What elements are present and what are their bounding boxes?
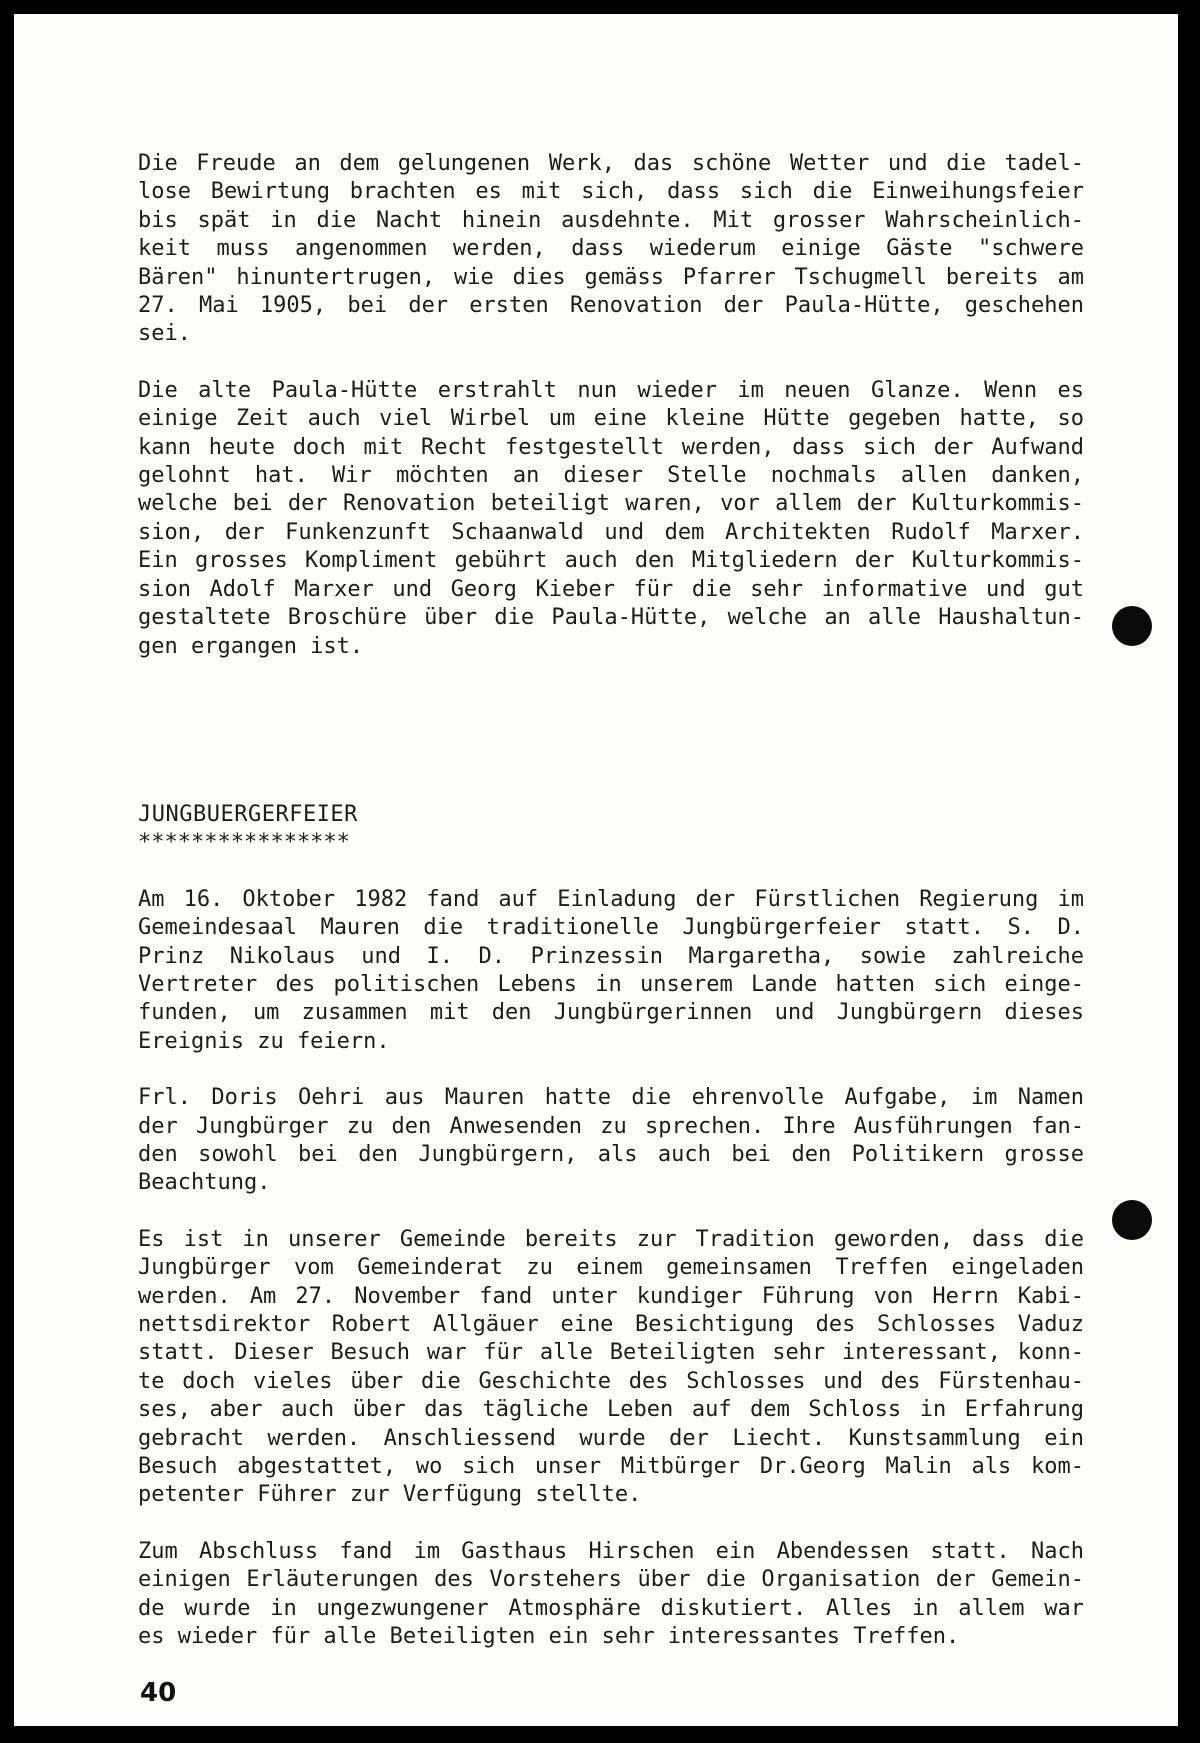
document-page xyxy=(14,14,1178,1726)
paragraph-jungbuerger-speech xyxy=(138,1084,1084,1198)
text-line: de wurde in ungezwungener Atmosphäre diskutiert. Alles in allem war xyxy=(138,1595,1084,1621)
text-line: Vertreter des politischen Lebens in unserem Lande hatten sich einge- xyxy=(138,971,1084,997)
paragraph-jungbuerger-visit xyxy=(138,1226,1084,1510)
text-line: Gemeindesaal Mauren die traditionelle Jungbürgerfeier statt. S. D. xyxy=(138,915,1084,941)
text-line: werden. Am 27. November fand unter kundiger Führung von Herrn Kabi- xyxy=(138,1283,1084,1309)
text-line: lose Bewirtung brachten es mit sich, dass sich die Einweihungsfeier xyxy=(138,179,1084,205)
paragraph-jungbuerger-dinner xyxy=(138,1538,1084,1652)
text-line: sei. xyxy=(138,321,191,347)
page-content xyxy=(138,150,1084,1651)
text-line: statt. Dieser Besuch war für alle Beteiligten sehr interessant, konn- xyxy=(138,1340,1084,1366)
text-line: Die alte Paula-Hütte erstrahlt nun wieder im neuen Glanze. Wenn es xyxy=(138,377,1084,403)
text-line: Es ist in unserer Gemeinde bereits zur Tradition geworden, dass die xyxy=(138,1226,1084,1252)
text-line: den sowohl bei den Jungbürgern, als auch bei den Politikern grosse xyxy=(138,1141,1084,1167)
text-line: Jungbürger vom Gemeinderat zu einem gemeinsamen Treffen eingeladen xyxy=(138,1255,1084,1281)
text-line: gebracht werden. Anschliessend wurde der Liecht. Kunstsammlung ein xyxy=(138,1425,1084,1451)
text-line: Beachtung. xyxy=(138,1170,271,1196)
text-line: es wieder für alle Beteiligten ein sehr interessantes Treffen. xyxy=(138,1624,960,1650)
text-line: Die Freude an dem gelungenen Werk, das schöne Wetter und die tadel- xyxy=(138,151,1084,176)
text-line: ses, aber auch über das tägliche Leben auf dem Schloss in Erfahrung xyxy=(138,1397,1084,1423)
text-line: Zum Abschluss fand im Gasthaus Hirschen ein Abendessen statt. Nach xyxy=(138,1538,1084,1564)
text-line: Bären" hinuntertrugen, wie dies gemäss Pfarrer Tschugmell bereits am xyxy=(138,264,1084,290)
text-line: Ereignis zu feiern. xyxy=(138,1028,390,1054)
text-line: sion Adolf Marxer und Georg Kieber für die sehr informative und gut xyxy=(138,576,1084,602)
section-heading: JUNGBUERGERFEIER xyxy=(138,801,358,827)
text-line: keit muss angenommen werden, dass wiederum einige Gäste "schwere xyxy=(138,236,1084,262)
text-line: 27. Mai 1905, bei der ersten Renovation der Paula-Hütte, geschehen xyxy=(138,293,1084,319)
text-line: Frl. Doris Oehri aus Mauren hatte die ehrenvolle Aufgabe, im Namen xyxy=(138,1085,1084,1111)
text-line: petenter Führer zur Verfügung stellte. xyxy=(138,1482,642,1508)
text-line: nettsdirektor Robert Allgäuer eine Besichtigung des Schlosses Vaduz xyxy=(138,1312,1084,1337)
text-line: einigen Erläuterungen des Vorstehers über die Organisation der Gemein- xyxy=(138,1567,1084,1593)
page-number: 40 xyxy=(140,1678,177,1708)
text-line: einige Zeit auch viel Wirbel um eine kleine Hütte gegeben hatte, so xyxy=(138,406,1084,432)
text-line: gestaltete Broschüre über die Paula-Hütte, welche an alle Haushaltun- xyxy=(138,605,1084,631)
paragraph-paula-celebration xyxy=(138,150,1084,349)
punch-hole-mark xyxy=(1112,606,1152,646)
text-line: sion, der Funkenzunft Schaanwald und dem Architekten Rudolf Marxer. xyxy=(138,519,1084,545)
text-line: Ein grosses Kompliment gebührt auch den Mitgliedern der Kulturkommis- xyxy=(138,548,1084,574)
text-line: gelohnt hat. Wir möchten an dieser Stelle nochmals allen danken, xyxy=(138,463,1084,489)
text-line: kann heute doch mit Recht festgestellt werden, dass sich der Aufwand xyxy=(138,434,1084,460)
text-line: bis spät in die Nacht hinein ausdehnte. Mit grosser Wahrscheinlich- xyxy=(138,207,1084,233)
text-line: Prinz Nikolaus und I. D. Prinzessin Margaretha, sowie zahlreiche xyxy=(138,943,1084,969)
section-heading-underline: **************** xyxy=(138,830,350,856)
paragraph-jungbuerger-event xyxy=(138,886,1084,1056)
text-line: te doch vieles über die Geschichte des Schlosses und des Fürstenhau- xyxy=(138,1368,1084,1394)
text-line: der Jungbürger zu den Anwesenden zu sprechen. Ihre Ausführungen fan- xyxy=(138,1113,1084,1139)
text-line: Am 16. Oktober 1982 fand auf Einladung der Fürstlichen Regierung im xyxy=(138,886,1084,912)
punch-hole-mark xyxy=(1112,1200,1152,1240)
text-line: funden, um zusammen mit den Jungbürgerinnen und Jungbürgern dieses xyxy=(138,1000,1084,1026)
text-line: gen ergangen ist. xyxy=(138,633,364,659)
text-line: welche bei der Renovation beteiligt waren, vor allem der Kulturkommis- xyxy=(138,491,1084,517)
text-line: Besuch abgestattet, wo sich unser Mitbürger Dr.Georg Malin als kom- xyxy=(138,1454,1084,1480)
paragraph-paula-thanks xyxy=(138,377,1084,661)
